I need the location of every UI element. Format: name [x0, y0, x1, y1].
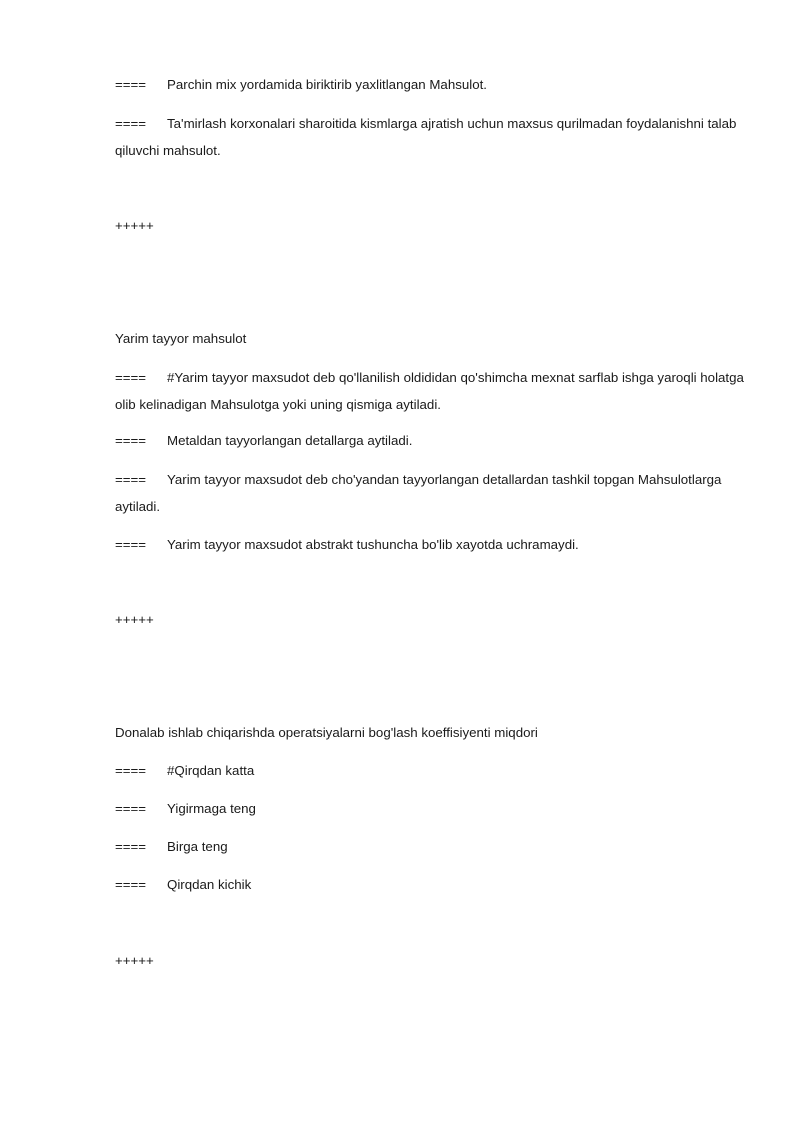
- answer-option: [115, 871, 745, 898]
- answer-option: [115, 531, 745, 558]
- answer-option: [115, 110, 745, 164]
- option-text: Qirqdan kichik: [167, 877, 252, 892]
- option-marker: ====: [115, 77, 147, 92]
- option-text: #Qirqdan katta: [167, 763, 255, 778]
- answer-option: [115, 757, 745, 784]
- answer-option: [115, 795, 745, 822]
- question-separator: +++++: [115, 218, 154, 233]
- option-marker: ====: [115, 433, 147, 448]
- option-text: Metaldan tayyorlangan detallarga aytiladi.: [167, 433, 413, 448]
- answer-option: [115, 71, 745, 98]
- option-text: Ta'mirlash korxonalari sharoitida kismlarga ajratish uchun maxsus qurilmadan foydalanishni talab qiluvchi mahsulot.: [115, 116, 737, 158]
- question-separator: +++++: [115, 953, 154, 968]
- option-text: Yigirmaga teng: [167, 801, 256, 816]
- answer-option: [115, 364, 745, 418]
- answer-option: [115, 833, 745, 860]
- option-marker: ====: [115, 839, 147, 854]
- question-text: Yarim tayyor mahsulot: [115, 331, 247, 346]
- question-separator: +++++: [115, 612, 154, 627]
- answer-option: [115, 427, 745, 454]
- answer-option: [115, 466, 745, 520]
- option-text: Yarim tayyor maxsudot abstrakt tushuncha bo'lib xayotda uchramaydi.: [167, 537, 579, 552]
- option-text: Birga teng: [167, 839, 228, 854]
- option-marker: ====: [115, 801, 147, 816]
- option-marker: ====: [115, 537, 147, 552]
- option-marker: ====: [115, 370, 147, 385]
- option-marker: ====: [115, 472, 147, 487]
- option-text: Yarim tayyor maxsudot deb cho'yandan tayyorlangan detallardan tashkil topgan Mahsulotlarga aytiladi.: [115, 472, 722, 514]
- option-marker: ====: [115, 877, 147, 892]
- option-text: #Yarim tayyor maxsudot deb qo'llanilish oldididan qo'shimcha mexnat sarflab ishga yaroqli holatga olib kelinadigan Mahsulotga yoki uning qismiga aytiladi.: [115, 370, 744, 412]
- option-marker: ====: [115, 116, 147, 131]
- option-marker: ====: [115, 763, 147, 778]
- question-text: Donalab ishlab chiqarishda operatsiyalarni bog'lash koeffisiyenti miqdori: [115, 725, 538, 740]
- option-text: Parchin mix yordamida biriktirib yaxlitlangan Mahsulot.: [167, 77, 487, 92]
